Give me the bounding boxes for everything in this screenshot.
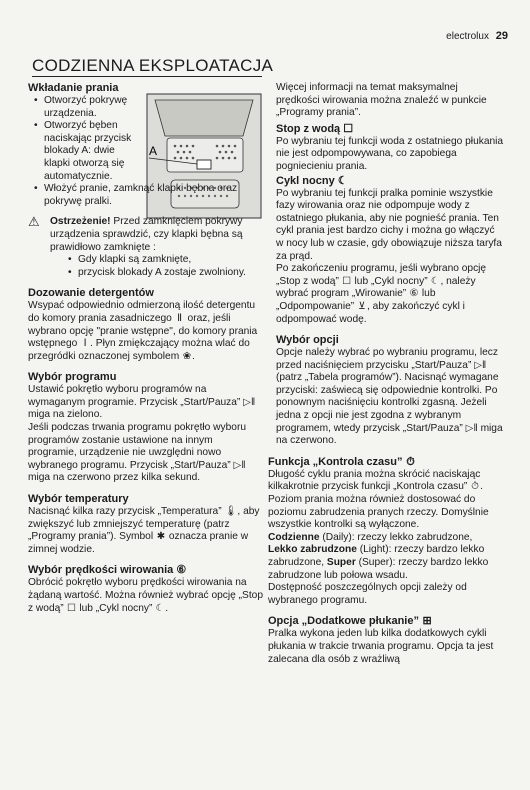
night-text-d: , należy wybrać program „Wirowanie” bbox=[276, 275, 476, 300]
night-after-text bbox=[268, 263, 504, 326]
night-text: Po wybraniu tej funkcji pralka pominie wszystkie fazy wirowania oraz nie odpompuje wody z ostatniego płukania, aby nie pognieść prania. Ten cykl prania jest bardzo cichy i można go włączyć w nocy lub w czasie, gdy obowiązuje niższa taryfa za prąd. bbox=[276, 187, 502, 262]
warning-block bbox=[28, 216, 264, 279]
night-text-c: lub „Cykl nocny” bbox=[354, 275, 428, 287]
program-text-c: Jeśli podczas trwania programu pokrętło wyboru programów zostanie ustawione na innym programie, urządzenie nie uwzględni nowo wybranego programu. Przycisk „Start/Pauza” bbox=[28, 422, 247, 471]
spin-section bbox=[28, 563, 264, 615]
temperature-text-a: Nacisnąć kilka razy przycisk „Temperatura” bbox=[28, 506, 222, 518]
program-heading: Wybór programu bbox=[28, 371, 117, 384]
options-text-a: Opcje należy wybrać po wybraniu programu, lecz przed naciśnięciem przycisku „Start/Pauza” bbox=[276, 347, 498, 371]
time-control-heading bbox=[268, 455, 504, 469]
start-pause-icon: ▷‖ bbox=[474, 359, 487, 371]
program-note bbox=[28, 422, 264, 485]
rinse-hold-icon: ☐ bbox=[343, 122, 354, 135]
main-wash-icon: Ⅱ bbox=[177, 312, 183, 324]
daily-label: Codzienne bbox=[268, 531, 320, 543]
options-text-b: (patrz „Tabela programów”). Nacisnąć wymagane przyciski: zaświecą się odpowiednie kontrolki. Po ponownym naciśnięciu kontrolki zgasną. Jeżeli jedna z opcji nie jest zgodna z wybranym programem, wtedy przycisk „Start/Pauza” bbox=[276, 372, 499, 434]
warning-body: Przed zamknięciem pokrywy urządzenia sprawdzić, czy klapki bębna są prawidłowo zamknięte : bbox=[50, 216, 243, 253]
super-label: Super bbox=[326, 557, 356, 568]
options-section bbox=[268, 333, 504, 448]
options-text bbox=[268, 347, 504, 448]
rinse-hold-icon: ☐ bbox=[342, 275, 352, 287]
program-text-d: miga na czerwono przez kilka sekund. bbox=[28, 472, 201, 484]
extra-rinse-heading bbox=[268, 614, 504, 628]
spin-text-b: lub „Cykl nocny” bbox=[79, 602, 153, 614]
moon-icon: ☾ bbox=[430, 275, 440, 287]
temperature-text-c: oznacza pranie w zimnej wodzie. bbox=[28, 531, 249, 555]
extra-rinse-text: Pralka wykona jeden lub kilka dodatkowych cykli płukania w trakcie trwania programu. Opcja ta jest zalecana dla osób z wrażliwą bbox=[268, 628, 494, 665]
light-text: (Light): rzeczy bardzo lekko zabrudzone, bbox=[268, 544, 485, 568]
time-control-text bbox=[268, 469, 504, 532]
drain-icon: ⊻ bbox=[358, 300, 366, 312]
extra-rinse-section bbox=[268, 614, 504, 666]
program-text-a: Ustawić pokrętło wyboru programów na wymaganym programie. Przycisk „Start/Pauza” bbox=[28, 384, 241, 408]
page-header bbox=[446, 30, 508, 42]
warning-item: • przycisk blokady A zostaje zwolniony. bbox=[68, 267, 264, 280]
warning-list bbox=[50, 254, 264, 279]
night-heading bbox=[268, 174, 504, 188]
illustration-label: A bbox=[149, 144, 158, 158]
rinse-hold-icon: ☐ bbox=[66, 602, 77, 614]
page-title: CODZIENNA EKSPLOATACJA bbox=[32, 56, 274, 75]
rinse-hold-text: Po wybraniu tej funkcji woda z ostatniego płukania nie jest odpompowywana, co zapobiega pogniecieniu prania. bbox=[276, 135, 504, 172]
warning-text bbox=[50, 216, 264, 254]
loading-step: • Otworzyć pokrywę urządzenia. bbox=[28, 95, 140, 120]
dosage-text-c: . Płyn zmiękczający można wlać do przegródki oznaczonej symbolem bbox=[28, 338, 250, 362]
spin-info-text: Więcej informacji na temat maksymalnej prędkości wirowania można znaleźć w punkcie „Programy prania”. bbox=[276, 82, 487, 119]
spin-text-c: . bbox=[165, 602, 169, 614]
spin-heading bbox=[28, 563, 264, 577]
time-control-heading-text: Funkcja „Kontrola czasu” bbox=[268, 455, 403, 468]
temperature-section bbox=[28, 492, 264, 556]
start-pause-icon: ▷‖ bbox=[233, 459, 246, 471]
snowflake-icon: ✱ bbox=[156, 531, 166, 543]
spin-text bbox=[28, 577, 264, 615]
extra-rinse-icon: ⊞ bbox=[422, 615, 432, 628]
light-label: Lekko zabrudzone bbox=[268, 544, 357, 556]
warning-icon: ⚠ bbox=[28, 214, 40, 230]
program-text-b: miga na zielono. bbox=[28, 409, 103, 421]
stopwatch-icon: ⏱ bbox=[406, 455, 415, 468]
loading-steps bbox=[28, 95, 264, 208]
temperature-heading: Wybór temperatury bbox=[28, 493, 129, 506]
temperature-text-b: , aby zwiększyć lub zmniejszyć temperaturę (patrz „Programy prania”). Symbol bbox=[28, 506, 260, 543]
loading-step: • Otworzyć bęben naciskając przycisk blokady A: dwie klapki otworzą się automatycznie. bbox=[28, 120, 142, 183]
spin-icon: ⑥ bbox=[409, 288, 419, 300]
moon-icon: ☾ bbox=[155, 602, 165, 614]
softener-icon: ❀ bbox=[182, 350, 192, 362]
page-number: 29 bbox=[495, 30, 508, 42]
daily-text: (Daily): rzeczy lekko zabrudzone, bbox=[319, 531, 473, 543]
night-text-f: , aby zakończyć cykl i odpompować wodę. bbox=[276, 300, 465, 325]
warning-label: Ostrzeżenie! bbox=[50, 216, 111, 228]
thermometer-icon: 🌡 bbox=[224, 506, 238, 518]
extra-rinse-heading-text: Opcja „Dodatkowe płukanie” bbox=[268, 615, 419, 628]
dosage-heading: Dozowanie detergentów bbox=[28, 287, 154, 300]
time-levels-text bbox=[268, 532, 504, 582]
time-availability-text: Dostępność poszczególnych opcji zależy od wybranego programu. bbox=[268, 582, 467, 606]
time-control-section bbox=[268, 455, 504, 608]
loading-heading: Wkładanie prania bbox=[28, 82, 119, 94]
warning-item: • Gdy klapki są zamknięte, bbox=[68, 254, 264, 267]
options-text-c: miga na czerwono. bbox=[276, 422, 503, 447]
night-text-e: lub „Odpompowanie” bbox=[276, 288, 436, 312]
spin-icon: ⑥ bbox=[176, 564, 187, 577]
start-pause-icon: ▷‖ bbox=[465, 422, 478, 434]
night-heading-text: Cykl nocny bbox=[276, 174, 335, 187]
program-text bbox=[28, 384, 264, 422]
start-pause-icon: ▷‖ bbox=[243, 396, 256, 408]
dosage-text-d: . bbox=[192, 350, 195, 362]
spin-text-a: Obrócić pokrętło wyboru prędkości wirowania na żądaną wartość. Można również wybrać opcję „Stop z wodą” bbox=[28, 577, 263, 614]
time-text-a: Długość cyklu prania można skrócić naciskając kilkakrotnie przycisk funkcji „Kontrola czasu” bbox=[268, 468, 481, 493]
dosage-text bbox=[28, 300, 264, 363]
dosage-section bbox=[28, 286, 264, 363]
rinse-hold-heading bbox=[268, 122, 504, 136]
time-text-b: . Poziom prania można również dostosować do poziomu zabrudzenia pranych rzeczy. Domyślnie wszystkie kontrolki są wyłączone. bbox=[268, 481, 489, 531]
brand-name: electrolux bbox=[446, 31, 489, 42]
super-text: (Super): rzeczy bardzo lekko zabrudzone lub połowa wsadu. bbox=[268, 557, 489, 581]
spin-heading-text: Wybór prędkości wirowania bbox=[28, 564, 174, 577]
night-section bbox=[268, 174, 504, 327]
prewash-icon: Ⅰ bbox=[83, 338, 87, 350]
loading-step: • Włożyć pranie, zamknąć klapki bębna oraz pokrywę pralki. bbox=[28, 183, 260, 208]
moon-icon: ☾ bbox=[337, 174, 348, 187]
rinse-hold-heading-text: Stop z wodą bbox=[276, 122, 341, 135]
options-heading: Wybór opcji bbox=[276, 334, 339, 347]
right-column bbox=[268, 82, 504, 666]
dosage-text-a: Wsypać odpowiednio odmierzoną ilość detergentu do komory prania zasadniczego bbox=[28, 300, 256, 324]
program-section bbox=[28, 370, 264, 485]
dosage-text-b: oraz, jeśli wybrano opcję "pranie wstępne", do komory prania wstępnego bbox=[28, 312, 258, 350]
rinse-hold-section bbox=[268, 122, 504, 174]
stopwatch-icon: ⏱ bbox=[471, 481, 480, 493]
title-rule bbox=[32, 76, 262, 77]
temperature-text bbox=[28, 506, 264, 556]
left-column bbox=[28, 81, 264, 615]
night-text-b: Po zakończeniu programu, jeśli wybrano opcję „Stop z wodą” bbox=[276, 263, 487, 287]
